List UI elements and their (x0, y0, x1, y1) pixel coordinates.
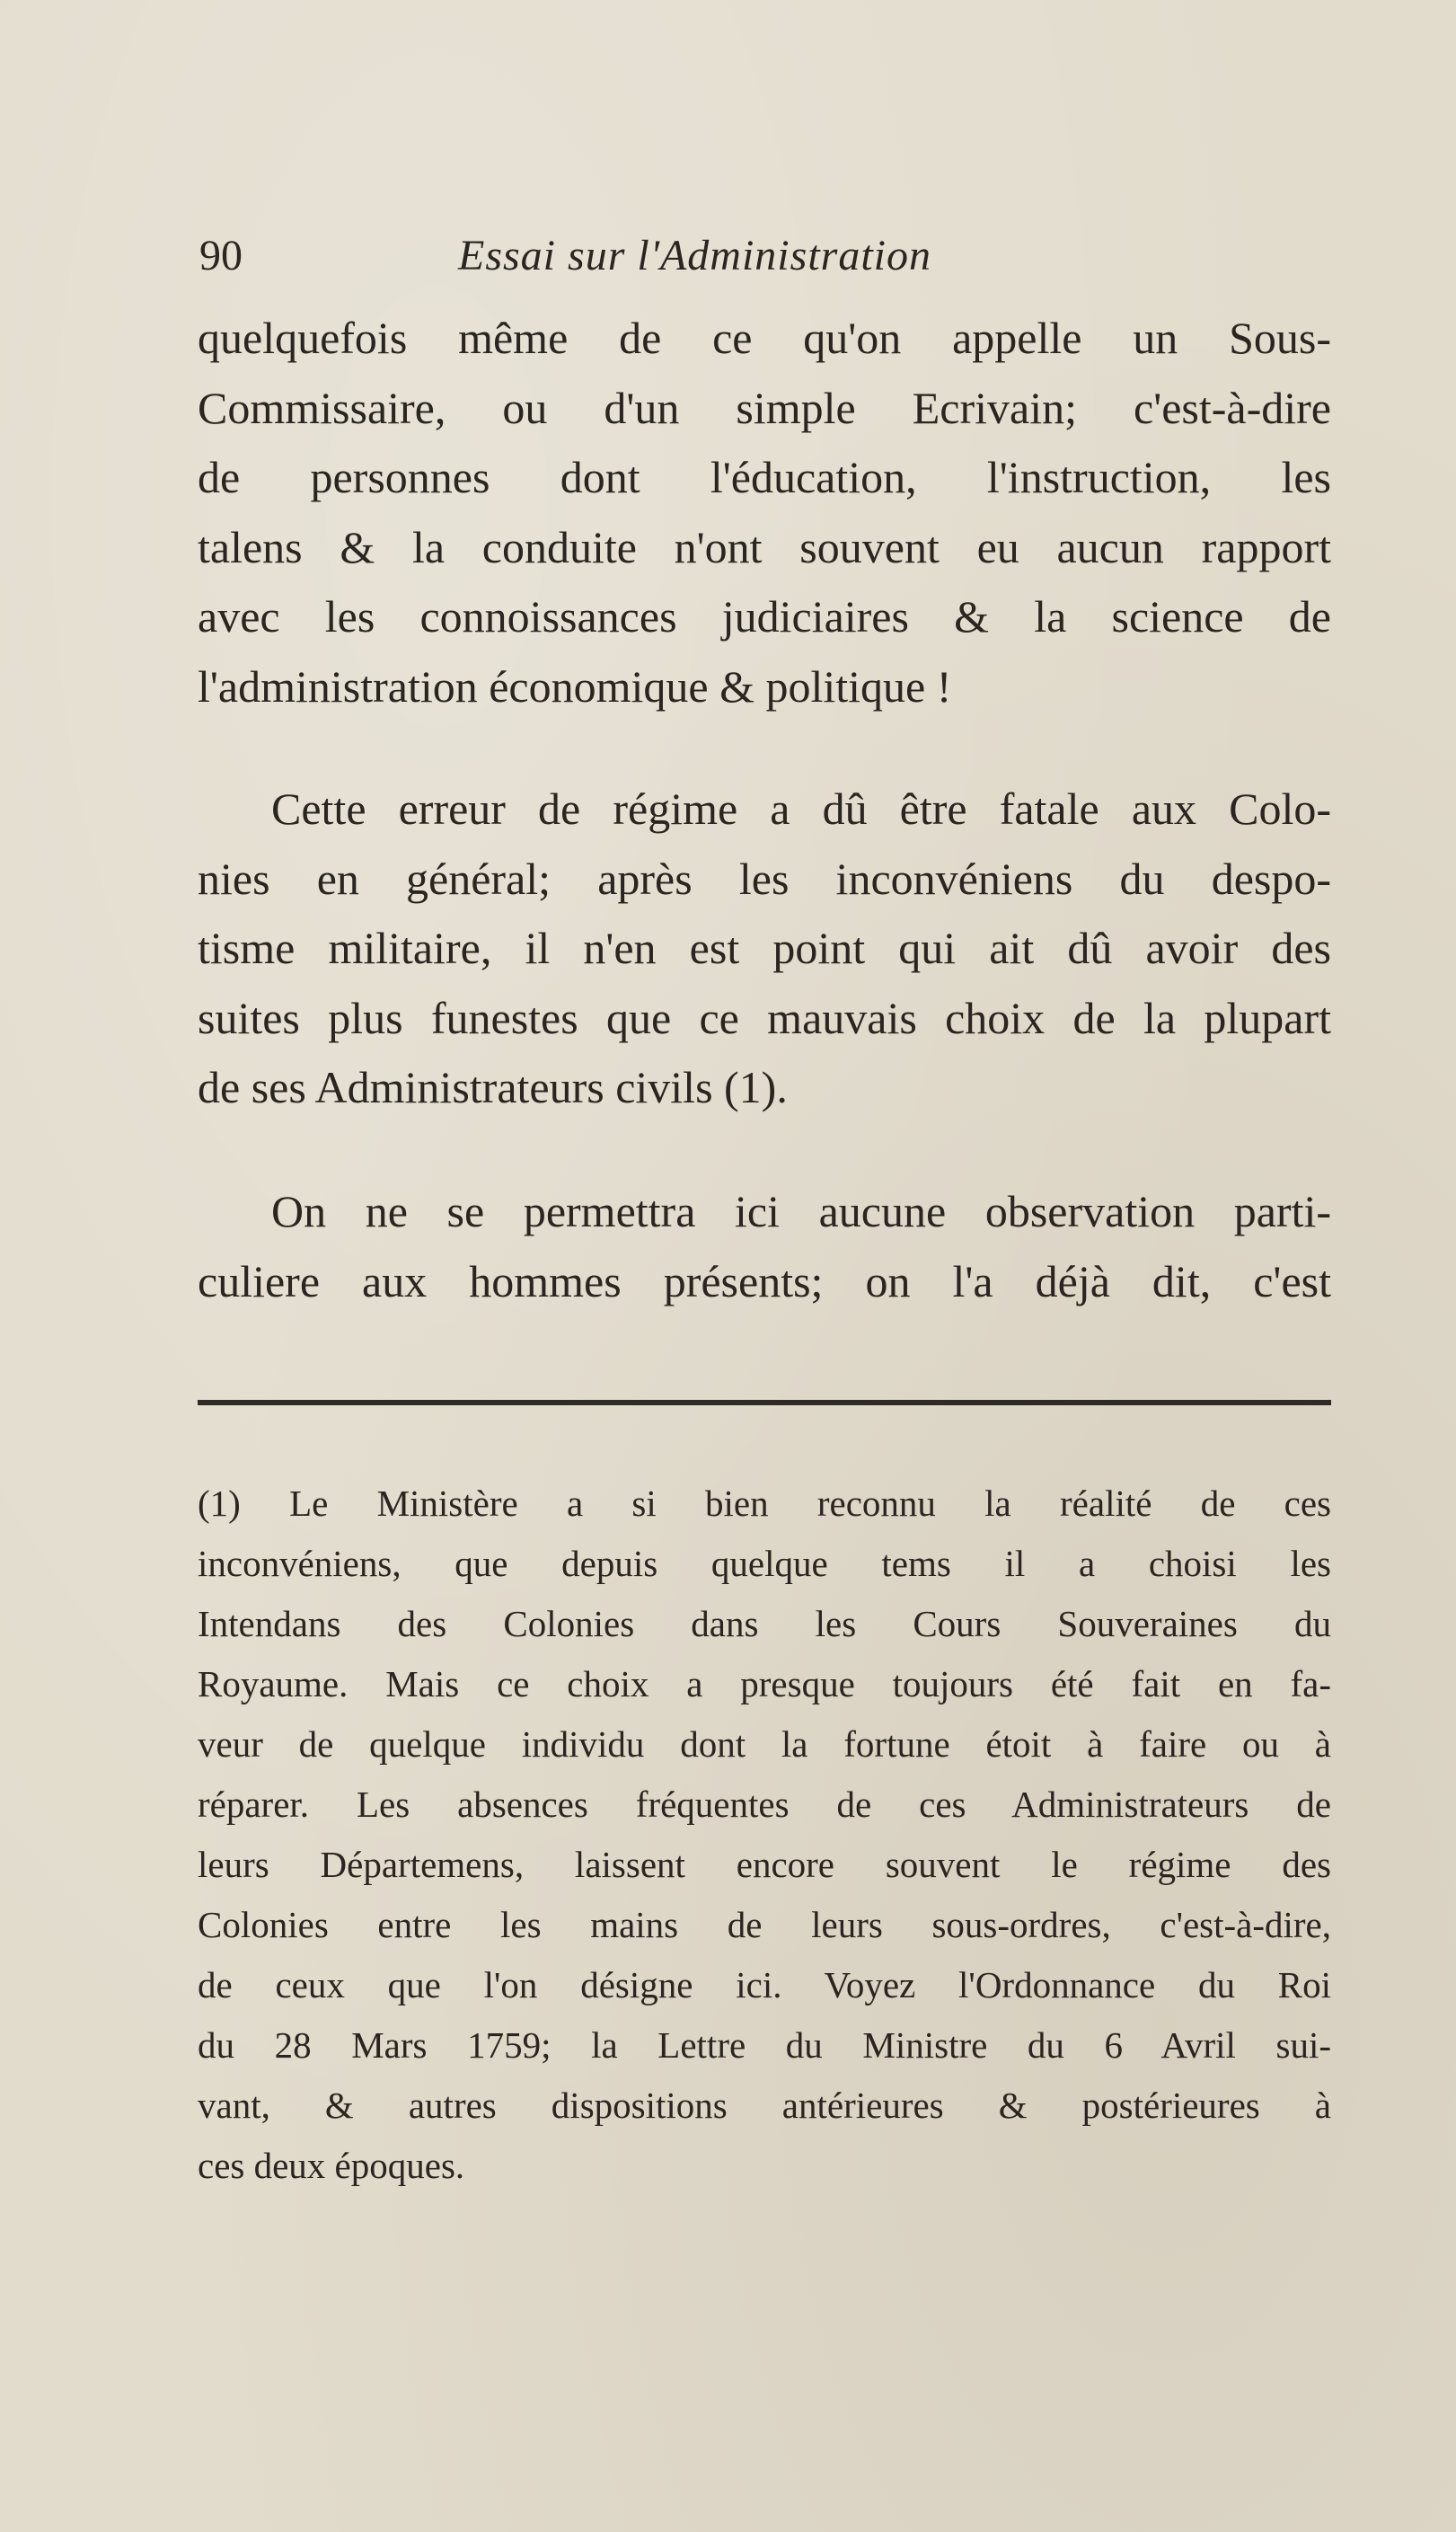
paragraph-3 (198, 1177, 1331, 1316)
running-title: Essai sur l'Administration (458, 232, 931, 279)
paragraph-1 (198, 304, 1331, 722)
footnote-line: de ceux que l'on désigne ici. Voyez l'Ordonnance du Roi (198, 1964, 1331, 2005)
text-line: avec les connoissances judiciaires & la science de (198, 591, 1331, 642)
page-number: 90 (199, 232, 243, 279)
text-line: de ses Administrateurs civils (1). (198, 1062, 788, 1112)
text-line: On ne se permettra ici aucune observation parti- (271, 1186, 1331, 1236)
footnote-line: Intendans des Colonies dans les Cours Souveraines du (198, 1603, 1331, 1644)
footnote-line: vant, & autres dispositions antérieures & postérieures à (198, 2085, 1331, 2126)
footnote-line: inconvéniens, que depuis quelque tems il a choisi les (198, 1543, 1331, 1584)
footnote (198, 1474, 1331, 2196)
text-line: talens & la conduite n'ont souvent eu aucun rapport (198, 521, 1331, 572)
text-line: Commissaire, ou d'un simple Ecrivain; c'est-à-dire (198, 382, 1331, 433)
footnote-line: leurs Départemens, laissent encore souvent le régime des (198, 1844, 1331, 1885)
footnote-line: Royaume. Mais ce choix a presque toujours été fait en fa- (198, 1663, 1331, 1704)
footnote-divider (198, 1400, 1331, 1405)
text-line: culiere aux hommes présents; on l'a déjà dit, c'est (198, 1255, 1331, 1306)
text-line: de personnes dont l'éducation, l'instruction, les (198, 452, 1331, 502)
text-line: Cette erreur de régime a dû être fatale aux Colo- (271, 784, 1331, 834)
footnote-line: réparer. Les absences fréquentes de ces Administrateurs de (198, 1784, 1331, 1825)
footnote-line: ces deux époques. (198, 2145, 465, 2186)
text-line: l'administration économique & politique ! (198, 660, 952, 712)
page-header (199, 225, 1331, 288)
text-line: quelquefois même de ce qu'on appelle un Sous- (198, 313, 1331, 363)
text-line: suites plus funestes que ce mauvais choix de la plupart (198, 992, 1331, 1043)
footnote-line: Colonies entre les mains de leurs sous-ordres, c'est-à-dire, (198, 1904, 1331, 1945)
paragraph-2 (198, 775, 1331, 1123)
text-line: nies en général; après les inconvéniens du despo- (198, 853, 1331, 904)
text-line: tisme militaire, il n'en est point qui ait dû avoir des (198, 923, 1331, 973)
footnote-line: veur de quelque individu dont la fortune étoit à faire ou à (198, 1723, 1331, 1765)
footnote-line: du 28 Mars 1759; la Lettre du Ministre du 6 Avril sui- (198, 2024, 1331, 2066)
footnote-line: (1) Le Ministère a si bien reconnu la réalité de ces (198, 1483, 1331, 1524)
